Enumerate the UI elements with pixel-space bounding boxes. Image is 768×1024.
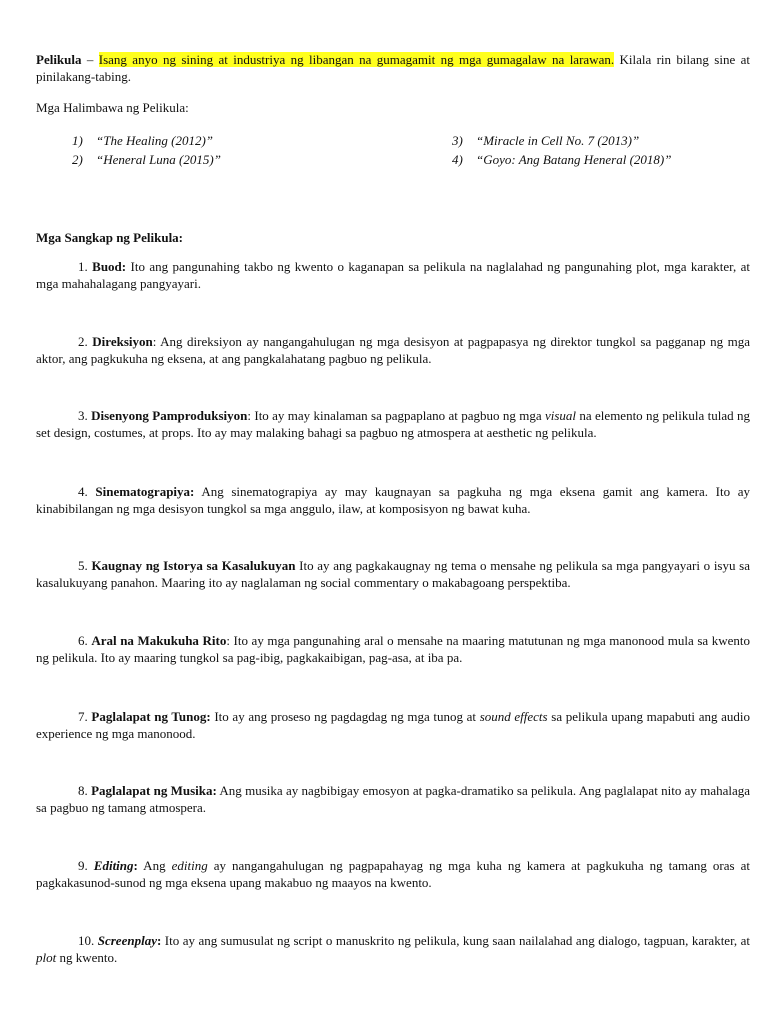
definition-term: Pelikula [36,52,82,67]
sangkap-item-sinematograpiya: 4. Sinematograpiya: Ang sinematograpiya ay may kaugnayan sa pagkuha ng mga eksena gamit ang kamera. Ito ay kinabibilangan ng mga desisyon tungkol sa mga anggulo, ilaw, at komposisyon ng bawat kuha. [36,484,751,516]
sangkap-item-aral: 6. Aral na Makukuha Rito: Ito ay mga pangunahing aral o mensahe na maaring matutunan ng mga manonood mula sa kwento ng pelikula. Ito ay maaring tungkol sa pag-ibig, pagkakaibigan, pag-asa, at iba pa. [36,633,751,665]
example-item: 1) “The Healing (2012)” [72,133,213,148]
sangkap-item-buod: 1. Buod: Ito ang pangunahing takbo ng kwento o kaganapan sa pelikula na naglalahad ng pangunahing plot, mga karakter, at mga mahahalagang pangyayari. [36,259,750,291]
sangkap-item-editing: 9. Editing: Ang editing ay nangangahulugan ng pagpapahayag ng mga kuha ng kamera at pagkukuha ng tamang oras at pagkakasunod-sunod ng mga eksena upang makabuo ng maayos na kwento. [36,858,750,890]
sangkap-item-direksiyon: 2. Direksiyon: Ang direksiyon ay nangangahulugan ng mga desisyon at pagpapasya ng direktor tungkol sa pagganap ng mga aktor, ang pagkukuha ng eksena, at ang pangkalahatang pagbuo ng pelikula. [36,334,750,366]
definition-rest: Kilala rin bilang sine at pinilakang-tabing. [36,52,750,84]
sangkap-item-disenyong-pamproduksiyon: 3. Disenyong Pamproduksiyon: Ito ay may kinalaman sa pagpaplano at pagbuo ng mga visual na elemento ng pelikula tulad ng set design, costumes, at props. Ito ay may malaking bahagi sa pagbuo ng atmospera at aesthetic ng pelikula. [36,408,750,440]
sangkap-item-musika: 8. Paglalapat ng Musika: Ang musika ay nagbibigay emosyon at pagka-dramatiko sa pelikula. Ang paglalapat nito ay mahalaga sa pagbuo ng tamang atmospera. [36,783,751,815]
sangkap-heading: Mga Sangkap ng Pelikula: [36,230,184,245]
highlighted-definition: Isang anyo ng sining at industriya ng libangan na gumagamit ng mga gumagalaw na larawan. [98,52,615,67]
example-item: 3) “Miracle in Cell No. 7 (2013)” [452,133,640,148]
definition-dash: – [81,52,99,67]
sangkap-item-kaugnay: 5. Kaugnay ng Istorya sa Kasalukuyan Ito ay ang pagkakaugnay ng tema o mensahe ng pelikula sa mga pangyayari o isyu sa kasalukuyang panahon. Maaring ito ay naglalaman ng social commentary o makabagoang perspektiba. [36,558,751,590]
examples-heading: Mga Halimbawa ng Pelikula: [36,100,189,115]
example-item: 2) “Heneral Luna (2015)” [72,152,221,167]
sangkap-item-screenplay: 10. Screenplay: Ito ay ang sumusulat ng script o manuskrito ng pelikula, kung saan nailalahad ang dialogo, tagpuan, karakter, at plot ng kwento. [36,933,751,965]
example-item: 4) “Goyo: Ang Batang Heneral (2018)” [452,152,672,167]
sangkap-item-tunog: 7. Paglalapat ng Tunog: Ito ay ang proseso ng pagdagdag ng mga tunog at sound effects sa pelikula upang mapabuti ang audio experience ng mga manonood. [36,709,750,741]
definition-paragraph [36,51,750,85]
